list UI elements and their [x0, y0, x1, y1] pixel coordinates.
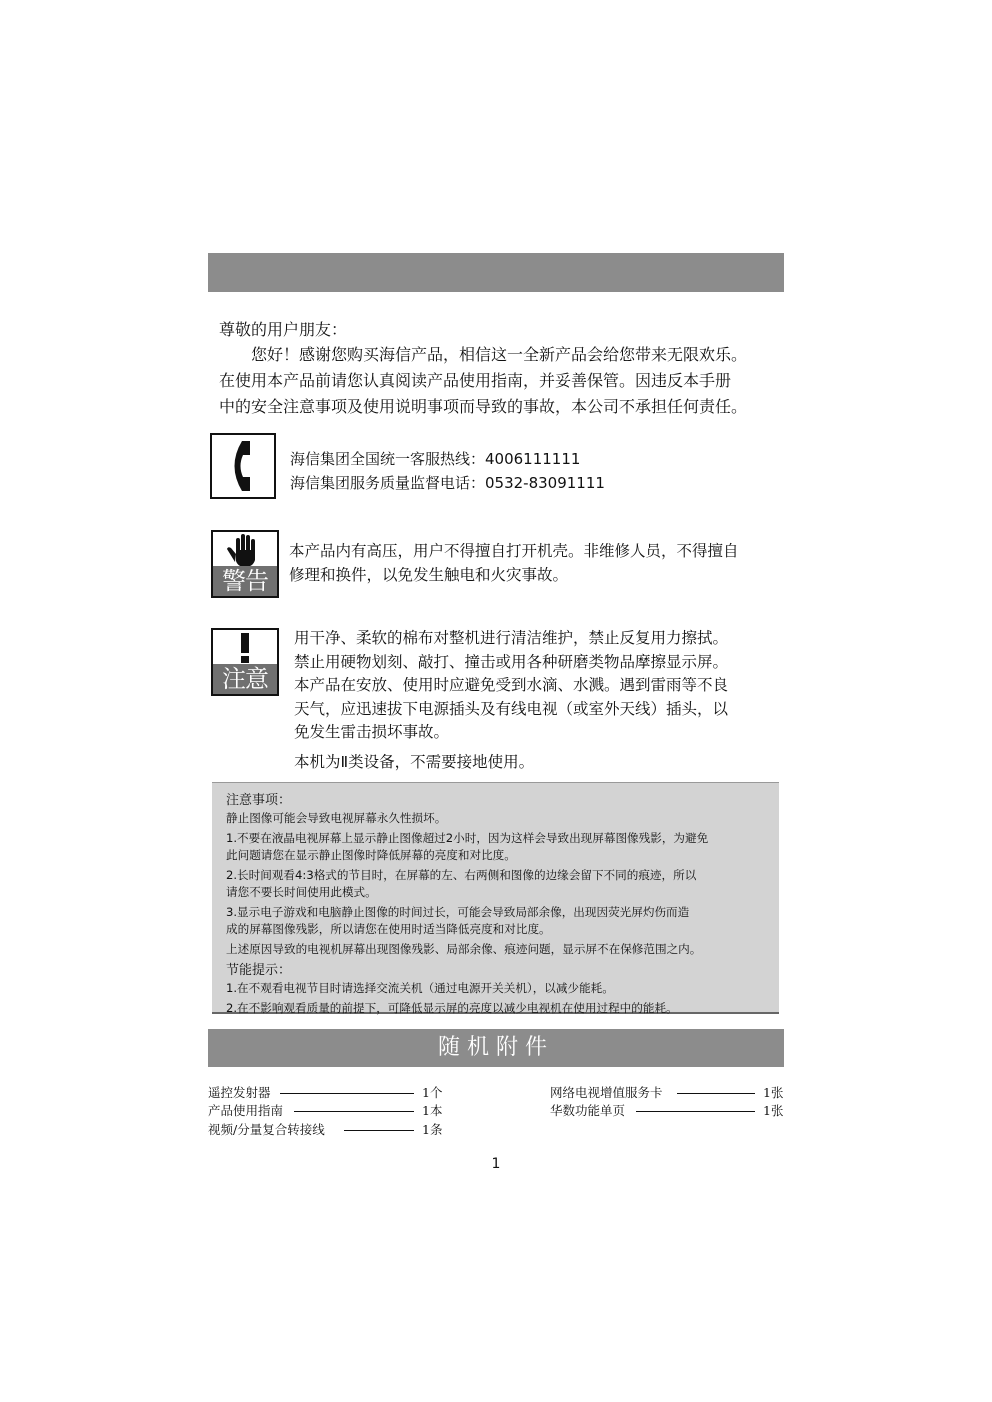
accessory-qty: 1张 [763, 1085, 784, 1100]
supervision-line: 海信集团服务质量监督电话：0532-83091111 [290, 474, 605, 492]
notice-title: 注意事项： [226, 793, 292, 808]
accessory-name: 遥控发射器 [208, 1085, 271, 1100]
caution-line: 免发生雷击损坏事故。 [294, 723, 450, 741]
warning-text [289, 539, 783, 587]
warning-line: 本产品内有高压，用户不得擅自打开机壳。非维修人员，不得擅自 [289, 542, 739, 560]
leader-line [344, 1130, 414, 1131]
header-bar [208, 253, 784, 292]
accessories-title: 随机附件 [208, 1029, 784, 1067]
leader-line [294, 1111, 414, 1112]
notice-item: 此问题请您在显示静止图像时降低屏幕的亮度和对比度。 [226, 848, 516, 862]
leader-line [636, 1111, 755, 1112]
notice-item: 成的屏幕图像残影，所以请您在使用时适当降低亮度和对比度。 [226, 922, 551, 936]
energy-title: 节能提示： [226, 963, 292, 978]
notice-item: 3.显示电子游戏和电脑静止图像的时间过长，可能会导致局部余像，出现因荧光屏灼伤而造 [226, 905, 690, 919]
accessory-item [208, 1084, 443, 1102]
hotline-block [290, 447, 605, 495]
accessory-item [208, 1121, 443, 1139]
caution-label: 注意 [213, 664, 277, 694]
notice-intro: 静止图像可能会导致电视屏幕永久性损坏。 [226, 811, 447, 825]
warning-line: 修理和换件，以免发生触电和火灾事故。 [289, 566, 569, 584]
caution-text [294, 627, 784, 745]
intro-line: 您好！感谢您购买海信产品，相信这一全新产品会给您带来无限欢乐。 [251, 345, 748, 364]
page-number: 1 [491, 1156, 501, 1172]
accessory-item [550, 1102, 784, 1120]
accessory-name: 产品使用指南 [208, 1103, 284, 1118]
intro-paragraph [219, 342, 779, 420]
class-ii-note: 本机为Ⅱ类设备，不需要接地使用。 [294, 753, 535, 771]
phone-icon-box [210, 433, 276, 499]
phone-icon [212, 435, 274, 497]
accessory-name: 视频/分量复合转接线 [208, 1122, 325, 1137]
caution-line: 禁止用硬物划刻、敲打、撞击或用各种研磨类物品摩擦显示屏。 [294, 652, 729, 671]
notice-summary: 上述原因导致的电视机屏幕出现图像残影、局部余像、痕迹问题，显示屏不在保修范围之内。 [226, 942, 702, 956]
intro-line: 在使用本产品前请您认真阅读产品使用指南，并妥善保管。因违反本手册 [219, 371, 732, 390]
notice-item: 请您不要长时间使用此模式。 [226, 885, 377, 899]
notice-item: 2.长时间观看4:3格式的节目时，在屏幕的左、右两侧和图像的边缘会留下不同的痕迹，所以 [226, 868, 697, 882]
caution-icon-box [211, 628, 279, 696]
leader-line [280, 1093, 414, 1094]
notice-box [212, 782, 779, 1014]
greeting: 尊敬的用户朋友： [219, 320, 348, 339]
stop-hand-icon [213, 532, 277, 568]
energy-tip: 2.在不影响观看质量的前提下，可降低显示屏的亮度以减少电视机在使用过程中的能耗。 [226, 1001, 678, 1015]
caution-line: 天气，应迅速拔下电源插头及有线电视（或室外天线）插头，以 [294, 699, 729, 718]
caution-line: 用干净、柔软的棉布对整机进行清洁维护，禁止反复用力擦拭。 [294, 629, 729, 647]
notice-content [226, 791, 771, 1017]
leader-line [677, 1093, 755, 1094]
accessory-qty: 1个 [422, 1085, 443, 1100]
warning-label: 警告 [213, 566, 277, 596]
accessory-name: 网络电视增值服务卡 [550, 1085, 663, 1100]
warning-icon-box [211, 530, 279, 598]
intro-line: 中的安全注意事项及使用说明事项而导致的事故，本公司不承担任何责任。 [219, 397, 748, 416]
hotline-line: 海信集团全国统一客服热线：4006111111 [290, 450, 581, 468]
accessory-item [208, 1102, 443, 1120]
accessory-qty: 1张 [763, 1103, 784, 1118]
caution-line: 本产品在安放、使用时应避免受到水滴、水溅。遇到雷雨等不良 [294, 676, 729, 694]
notice-item: 1.不要在液晶电视屏幕上显示静止图像超过2小时，因为这样会导致出现屏幕图像残影，为避免 [226, 831, 709, 845]
accessory-qty: 1本 [422, 1103, 443, 1118]
accessory-item [550, 1084, 784, 1102]
exclamation-icon [213, 630, 277, 666]
accessory-name: 华数功能单页 [550, 1103, 626, 1118]
energy-tip: 1.在不观看电视节目时请选择交流关机（通过电源开关关机），以减少能耗。 [226, 981, 614, 995]
accessory-qty: 1条 [422, 1122, 443, 1137]
